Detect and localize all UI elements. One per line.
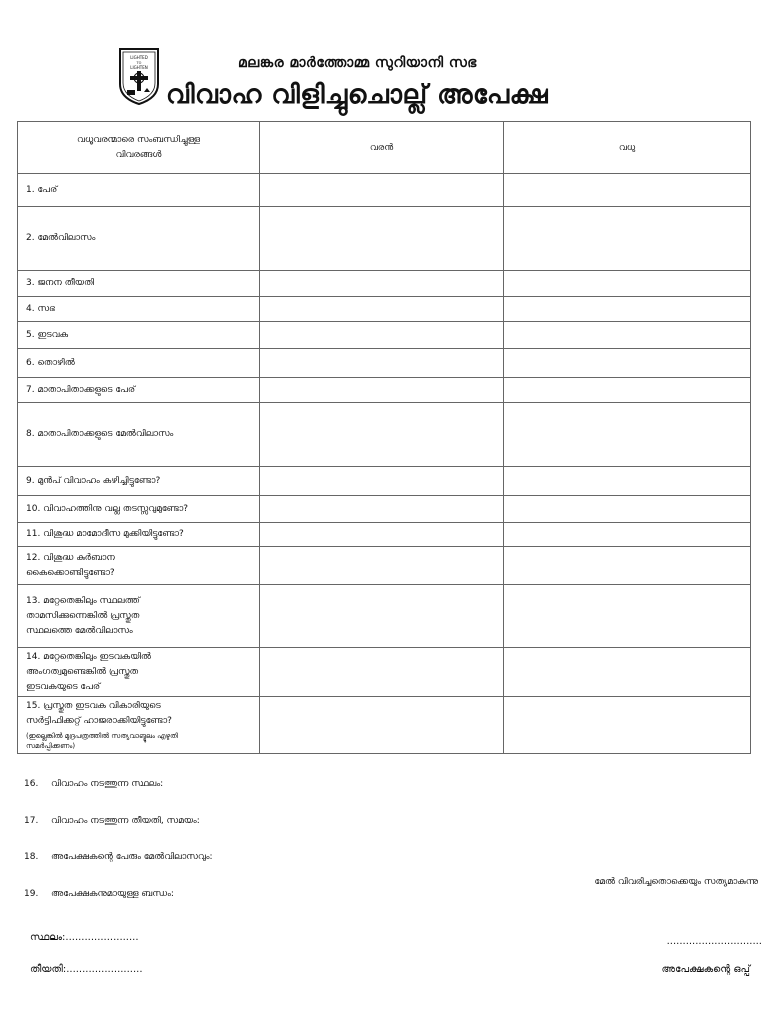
extra-item-label: അപേക്ഷകനുമായുള്ള ബന്ധം: <box>51 889 174 899</box>
bride-cell[interactable] <box>504 496 751 523</box>
groom-cell[interactable] <box>260 467 504 496</box>
table-row <box>18 297 751 322</box>
row-label: 11. വിശുദ്ധ മാമോദീസ മുക്കിയിട്ടുണ്ടോ? <box>18 523 260 547</box>
table-row <box>18 697 751 754</box>
bride-cell[interactable] <box>504 207 751 271</box>
extra-item[interactable] <box>24 816 200 826</box>
row-label: 3. ജനന തീയതി <box>18 271 260 297</box>
row-label: 6. തൊഴിൽ <box>18 349 260 378</box>
groom-cell[interactable] <box>260 207 504 271</box>
groom-cell[interactable] <box>260 547 504 585</box>
groom-cell[interactable] <box>260 349 504 378</box>
extra-item-number: 18. <box>24 852 39 862</box>
extra-item-label: വിവാഹം നടത്തുന്ന തീയതി, സമയം: <box>51 816 200 826</box>
svg-text:TO: TO <box>136 61 142 65</box>
extra-item[interactable] <box>24 852 213 862</box>
bride-cell[interactable] <box>504 585 751 648</box>
bride-cell[interactable] <box>504 322 751 349</box>
row-label: 15. പ്രസ്തുത ഇടവക വികാരിയുടെ സർട്ടിഫിക്കറ്റ് ഹാജരാക്കിയിട്ടുണ്ടോ? (ഇല്ലെങ്കിൽ മുദ്രപത്രത്തിൽ സത്യവാങ്മൂലം എഴുതി സമർപ്പിക്കണം) <box>18 697 260 754</box>
groom-cell[interactable] <box>260 271 504 297</box>
details-table <box>17 121 751 754</box>
church-emblem-logo <box>117 46 161 106</box>
col-bride-header: വധു <box>504 122 751 174</box>
form-title: വിവാഹ വിളിച്ചുചൊല്ല് അപേക്ഷ <box>166 80 549 110</box>
table-row <box>18 207 751 271</box>
extra-item-number: 16. <box>24 779 39 789</box>
signature-label: അപേക്ഷകന്റെ ഒപ്പ് <box>661 964 750 975</box>
row-label: 5. ഇടവക <box>18 322 260 349</box>
row-label: 9. മുൻപ് വിവാഹം കഴിച്ചിട്ടുണ്ടോ? <box>18 467 260 496</box>
col-details-header: വധൂവരന്മാരെ സംബന്ധിച്ചുള്ള വിവരങ്ങൾ <box>18 122 260 174</box>
bride-cell[interactable] <box>504 648 751 697</box>
col-groom-header: വരൻ <box>260 122 504 174</box>
bride-cell[interactable] <box>504 271 751 297</box>
row-label: 10. വിവാഹത്തിനു വല്ല തടസ്സവുമുണ്ടോ? <box>18 496 260 523</box>
date-field[interactable]: തീയതി:........................ <box>30 964 143 975</box>
table-header-row <box>18 122 751 174</box>
svg-text:LIGHTEN: LIGHTEN <box>130 65 148 70</box>
bride-cell[interactable] <box>504 467 751 496</box>
groom-cell[interactable] <box>260 174 504 207</box>
groom-cell[interactable] <box>260 648 504 697</box>
bride-cell[interactable] <box>504 523 751 547</box>
signature-line[interactable]: .............................. <box>666 936 762 947</box>
table-row <box>18 648 751 697</box>
table-row <box>18 547 751 585</box>
table-row <box>18 496 751 523</box>
row-label: 7. മാതാപിതാക്കളുടെ പേര് <box>18 378 260 403</box>
table-row <box>18 467 751 496</box>
extra-item-number: 17. <box>24 816 39 826</box>
groom-cell[interactable] <box>260 496 504 523</box>
row-label: 8. മാതാപിതാക്കളുടെ മേൽവിലാസം <box>18 403 260 467</box>
bride-cell[interactable] <box>504 297 751 322</box>
bride-cell[interactable] <box>504 547 751 585</box>
bride-cell[interactable] <box>504 403 751 467</box>
groom-cell[interactable] <box>260 403 504 467</box>
table-row <box>18 378 751 403</box>
form-header <box>0 0 770 120</box>
row-label: 13. മറ്റേതെങ്കിലും സ്ഥലത്ത് താമസിക്കുന്നെങ്കിൽ പ്രസ്തുത സ്ഥലത്തെ മേൽവിലാസം <box>18 585 260 648</box>
groom-cell[interactable] <box>260 697 504 754</box>
table-row <box>18 403 751 467</box>
groom-cell[interactable] <box>260 523 504 547</box>
svg-text:LIGHTED: LIGHTED <box>130 55 148 60</box>
certification-statement: മേൽ വിവരിച്ചതൊക്കെയും സത്യമാകുന്നു <box>594 877 758 887</box>
bride-cell[interactable] <box>504 174 751 207</box>
bride-cell[interactable] <box>504 378 751 403</box>
bride-cell[interactable] <box>504 349 751 378</box>
row-label: 1. പേര് <box>18 174 260 207</box>
table-row <box>18 349 751 378</box>
extra-item[interactable] <box>24 779 163 789</box>
groom-cell[interactable] <box>260 378 504 403</box>
groom-cell[interactable] <box>260 322 504 349</box>
church-name-subtitle: മലങ്കര മാർത്തോമ്മ സുറിയാനി സഭ <box>238 55 477 71</box>
row-label: 12. വിശുദ്ധ കുർബാന കൈക്കൊണ്ടിട്ടുണ്ടോ? <box>18 547 260 585</box>
extra-item-number: 19. <box>24 889 39 899</box>
row-label: 2. മേൽവിലാസം <box>18 207 260 271</box>
table-row <box>18 523 751 547</box>
row-note: (ഇല്ലെങ്കിൽ മുദ്രപത്രത്തിൽ സത്യവാങ്മൂലം എഴുതി സമർപ്പിക്കണം) <box>26 732 178 750</box>
place-field[interactable]: സ്ഥലം:....................... <box>30 932 139 943</box>
table-row <box>18 174 751 207</box>
groom-cell[interactable] <box>260 297 504 322</box>
groom-cell[interactable] <box>260 585 504 648</box>
table-row <box>18 585 751 648</box>
row-label: 4. സഭ <box>18 297 260 322</box>
extra-item-label: അപേക്ഷകന്റെ പേരും മേൽവിലാസവും: <box>51 852 213 862</box>
extra-item[interactable] <box>24 889 174 899</box>
table-row <box>18 322 751 349</box>
extra-item-label: വിവാഹം നടത്തുന്ന സ്ഥലം: <box>51 779 164 789</box>
bride-cell[interactable] <box>504 697 751 754</box>
table-row <box>18 271 751 297</box>
row-label: 14. മറ്റേതെങ്കിലും ഇടവകയിൽ അംഗത്വമുണ്ടെങ്കിൽ പ്രസ്തുത ഇടവകയുടെ പേര് <box>18 648 260 697</box>
